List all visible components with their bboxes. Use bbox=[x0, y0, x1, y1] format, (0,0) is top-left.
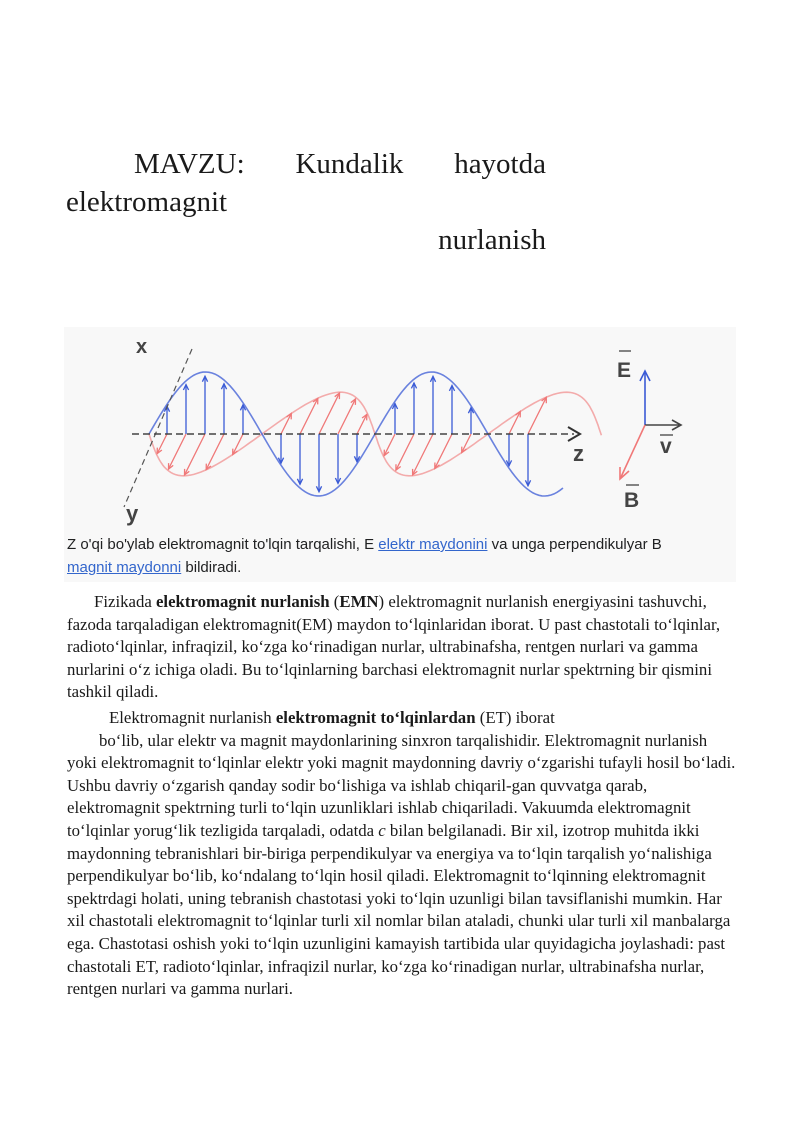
title-word-kundalik: Kundalik bbox=[295, 148, 404, 180]
caption-link-elektr-maydon[interactable]: elektr maydonini bbox=[378, 536, 488, 553]
x-axis-line bbox=[124, 349, 192, 507]
p2-text-4: bilan belgilanadi. Bir xil, izotrop muhitda ikki maydonning tebranishlari bir-biriga perpendikulyar va energiya va to‘lqin tarqalish yo‘nalishiga perpendikulyar bo‘lib, ko‘ndalang to‘lqin hosil qiladi. Elektromagnit to‘lqinning elektromagnit spektrdagi holati, uning tebranish chastotasi yoki to‘lqin uzunligi bilan tavsiflanishi mumkin. Har xil chastotali elektromagnit to‘lqinlar turli xil nomlar bilan ataladi, chunki ular turli xil manbalarga ega. Chastotasi oshish yoki to‘lqin uzunligini kamayish tartibida ular quyidagicha joylashadi: past chastotali ET, radioto‘lqinlar, infraqizil nurlar, ko‘zga ko‘rinadigan nurlar, ultrabinafsha nurlar, rentgen nurlari va gamma nurlari. bbox=[67, 820, 731, 999]
b-field-arrow bbox=[300, 398, 318, 434]
p2-first-line bbox=[67, 707, 739, 730]
axis-y-label: y bbox=[126, 501, 139, 526]
b-field-arrow bbox=[157, 434, 167, 454]
b-field-arrow bbox=[413, 434, 433, 475]
title-line-2: elektromagnit bbox=[66, 186, 228, 218]
document-title bbox=[66, 145, 546, 259]
p1-text-3: ) elektromagnit nurlanish energiyasini tashuvchi, fazoda tarqaladigan elektromagnit(EM) maydon to‘lqinlaridan iborat. U past chastotali to‘lqinlar, radioto‘lqinlar, infraqizil, ko‘zga ko‘rinadigan nurlar, ultrabinafsha, rentgen nurlari va gamma nurlarini o‘z ichiga oladi. Bu to‘lqinlarning barchasi elektromagnit nurlar spektrning bir qismini tashkil qiladi. bbox=[67, 592, 721, 702]
p2-body bbox=[67, 730, 739, 1001]
b-field-arrow bbox=[384, 434, 395, 456]
b-field-arrow bbox=[319, 393, 339, 434]
paragraph-1 bbox=[67, 591, 739, 704]
vec-v-label: v bbox=[660, 435, 672, 458]
p1-text-1: Fizikada bbox=[94, 592, 156, 611]
p2-text-1: Elektromagnit nurlanish bbox=[109, 708, 276, 727]
title-line-1 bbox=[66, 145, 546, 183]
b-field-arrow bbox=[357, 414, 367, 434]
axis-z-label: z bbox=[573, 441, 584, 466]
p2-text-2: (ET) iborat bbox=[475, 708, 555, 727]
em-wave-figure bbox=[64, 327, 736, 582]
p1-bold-term: elektromagnit nurlanish bbox=[155, 592, 330, 611]
b-field-arrow bbox=[185, 434, 205, 475]
title-word-mavzu: MAVZU: bbox=[134, 148, 245, 180]
em-wave-diagram bbox=[64, 327, 736, 527]
b-vector bbox=[621, 425, 645, 477]
p1-bold-abbr: EMN bbox=[339, 592, 379, 611]
figure-caption bbox=[67, 533, 667, 579]
p1-text-2: ( bbox=[329, 592, 340, 611]
title-word-hayotda: hayotda bbox=[454, 148, 546, 180]
p2-italic-c: c bbox=[378, 820, 386, 840]
caption-text-3: bildiradi. bbox=[181, 559, 242, 576]
caption-text-1: Z o'qi bo'ylab elektromagnit to'lqin tarqalishi, E bbox=[67, 536, 379, 553]
b-field-arrow bbox=[396, 434, 414, 470]
vec-b-label: B bbox=[624, 489, 640, 512]
title-line-3: nurlanish bbox=[438, 224, 546, 256]
paragraph-2 bbox=[67, 707, 739, 1001]
p2-text-3: bo‘lib, ular elektr va magnit maydonlarining sinxron tarqalishidir. Elektromagnit nurlanish yoki elektromagnit to‘lqinlar elektr yoki magnit maydonning davriy o‘zgarishi tufayli hosil bo‘ladi. Ushbu davriy o‘zgarish qanday sodir bo‘lishiga va ishlab chiqaril-gan quvvatga qarab, elektromagnit spektrning turli to‘lqin uzunliklari ishlab chiqariladi. Vakuumda elektromagnit to‘lqinlar yorug‘lik tezligida tarqaladi, odatda bbox=[67, 730, 736, 840]
p2-bold-term: elektromagnit to‘lqinlardan bbox=[275, 708, 476, 727]
b-field-arrow bbox=[206, 434, 224, 470]
b-field-arrow bbox=[338, 399, 356, 434]
b-field-arrow bbox=[528, 397, 546, 434]
caption-link-magnit-maydon[interactable]: magnit maydonni bbox=[67, 559, 182, 576]
caption-text-2: va unga perpendikulyar B bbox=[487, 536, 662, 553]
vec-e-label: E bbox=[617, 359, 632, 382]
axis-x-label: x bbox=[136, 336, 148, 358]
b-field-arrow bbox=[168, 434, 186, 469]
